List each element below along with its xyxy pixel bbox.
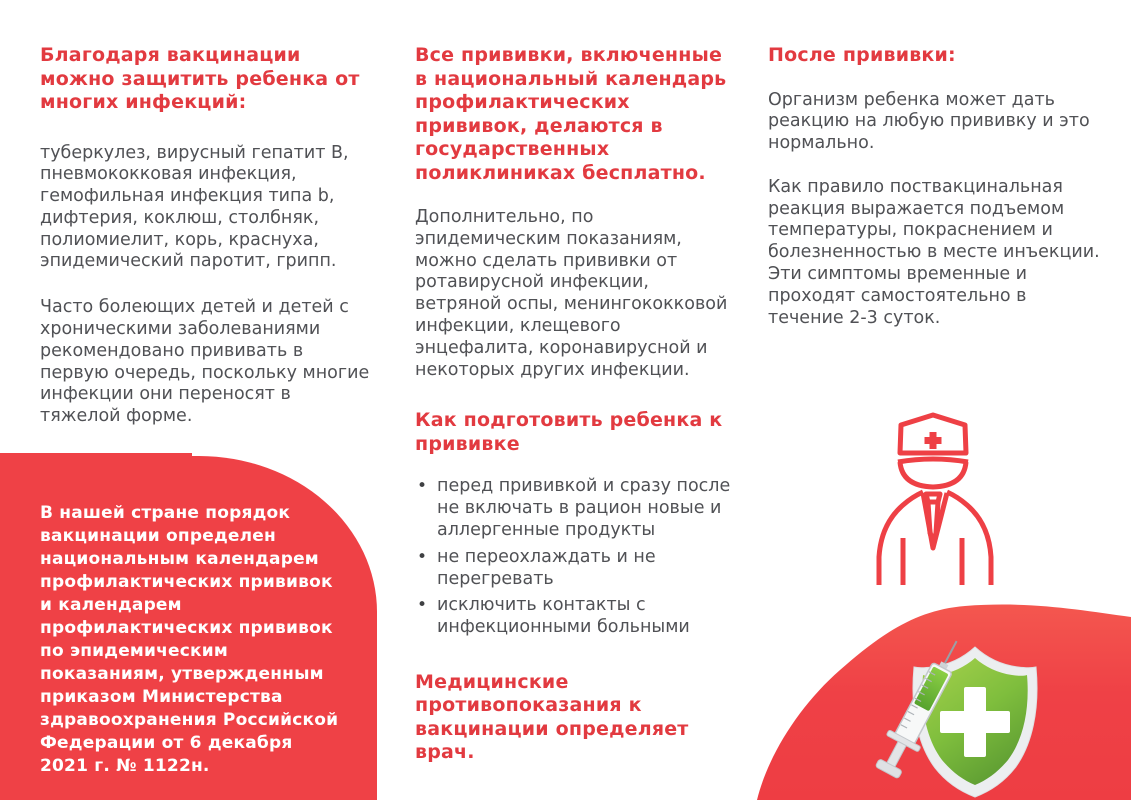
left-paragraph-infections: туберкулез, вирусный гепатит B, пневмококковая инфекция, гемофильная инфекция типа b, дифтерия, коклюш, столбняк, полиомиелит, корь, краснуха, эпидемический паротит, грипп. xyxy=(40,142,349,272)
list-item: • исключить контакты с инфекционными больными xyxy=(415,595,735,639)
right-paragraph-reaction: Организм ребенка может дать реакцию на любую прививку и это нормально. xyxy=(768,89,1090,154)
right-paragraph-symptoms: Как правило поствакцинальная реакция выражается подъемом температуры, покраснением и болезненностью в месте инъекции. Эти симптомы временные и проходят самостоятельно в течение 2-3 суток. xyxy=(768,176,1100,328)
medical-cross-icon xyxy=(925,432,942,449)
list-item: • не переохлаждать и не перегревать xyxy=(415,547,735,591)
shield-cross-syringe-icon xyxy=(740,590,1131,800)
middle-paragraph-additional: Дополнительно, по эпидемическим показаниям, можно сделать прививки от ротавирусной инфекции, ветряной оспы, менингококковой инфекции, клещевого энцефалита, коронавирусной и некоторых других инфекции. xyxy=(415,207,728,380)
red-callout-text: В нашей стране порядок вакцинации определен национальным календарем профилактических прививок и календарем профилактических прививок по эпидемическим показаниям, утвержденным приказом Министерства здравоохранения Российской Федерации от 6 декабря 2021 г. № 1122н. xyxy=(40,503,339,776)
column-middle xyxy=(415,44,735,765)
red-callout-box xyxy=(0,456,377,800)
list-item: • перед прививкой и сразу после не включать в рацион новые и аллергенные продукты xyxy=(415,476,735,541)
preparation-list xyxy=(415,476,735,639)
column-left xyxy=(40,44,374,428)
middle-heading-how-to-prepare: Как подготовить ребенка к прививке xyxy=(415,409,723,455)
middle-heading-free-vaccines: Все прививки, включенные в национальный календарь профилактических прививок, делаются в государственных поликлиниках бесплатно. xyxy=(415,44,727,184)
left-heading: Благодаря вакцинации можно защитить ребенка от многих инфекций: xyxy=(40,44,360,113)
middle-heading-contraindications: Медицинские противопоказания к вакцинации определяет врач. xyxy=(415,670,689,764)
left-paragraph-children: Часто болеющих детей и детей с хроническими заболеваниями рекомендовано прививать в первую очередь, поскольку многие инфекции они переносят в тяжелой форме. xyxy=(40,297,370,427)
right-heading-after-vaccination: После прививки: xyxy=(768,44,956,66)
doctor-icon xyxy=(876,407,994,585)
column-right xyxy=(768,44,1100,329)
